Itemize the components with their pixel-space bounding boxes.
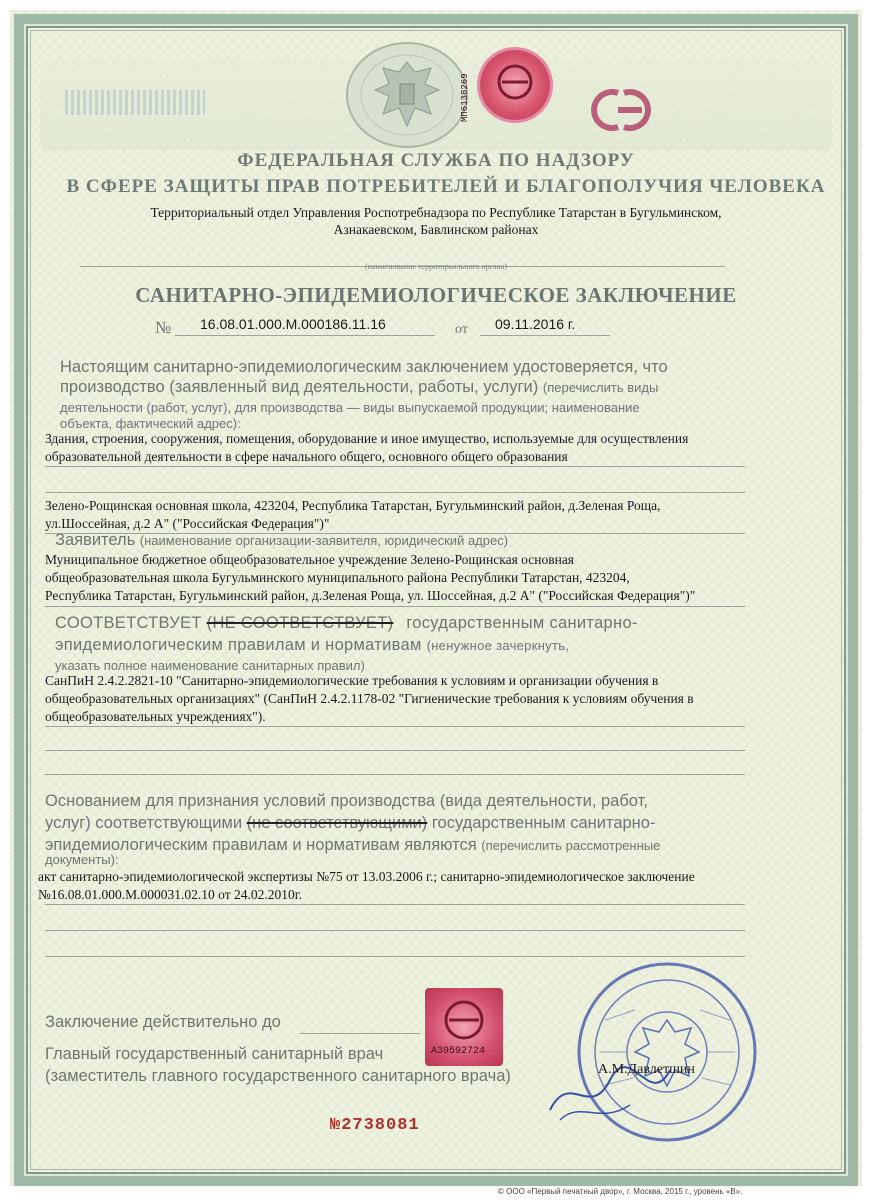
docs-underline2 <box>45 930 745 931</box>
applicant-label: Заявитель <box>55 531 136 549</box>
form-serial-number: №2738081 <box>330 1116 420 1135</box>
basis-line1: Основанием для признания условий производства (вида деятельности, работ, <box>45 792 648 810</box>
basis-line3-note: (перечислить рассмотренные <box>481 838 661 853</box>
basis-line3 <box>45 836 660 855</box>
office-name-line1: Территориальный отдел Управления Роспотребнадзора по Республике Татарстан в Бугульминском, <box>150 205 722 220</box>
number-label: № <box>155 318 172 337</box>
hologram-sticker-top <box>460 50 550 122</box>
compliance-line2-note: (ненужное зачеркнуть, <box>426 638 570 653</box>
rules-underline1 <box>45 726 745 727</box>
agency-name-line1: ФЕДЕРАЛЬНАЯ СЛУЖБА ПО НАДЗОРУ <box>237 150 635 171</box>
compliance-line2-main: эпидемиологическим правилам и нормативам <box>55 636 422 654</box>
agency-name-line2: В СФЕРЕ ЗАЩИТЫ ПРАВ ПОТРЕБИТЕЛЕЙ И БЛАГОПОЛУЧИЯ ЧЕЛОВЕКА <box>66 176 826 197</box>
address-line2: ул.Шоссейная, д.2 А" ("Российская Федерация")" <box>45 516 330 531</box>
basis-line2 <box>45 814 655 833</box>
valid-until-underline <box>300 1033 420 1034</box>
document-date: 09.11.2016 г. <box>495 316 576 332</box>
coat-of-arms-emblem <box>345 40 470 150</box>
number-underline <box>175 335 435 336</box>
intro-line4: объекта, фактический адрес): <box>60 416 241 431</box>
rules-line2: общеобразовательных организациях" (СанПиН 2.4.2.1178-02 "Гигиенические требования к условиям обучения в <box>45 691 694 706</box>
compliance-line3: указать полное наименование санитарных правил) <box>55 658 365 673</box>
rules-line1: СанПиН 2.4.2.2821-10 "Санитарно-эпидемиологические требования к условиям и организации обучения в <box>45 673 659 688</box>
office-caption: (наименование территориального органа) <box>365 262 507 271</box>
compliance-line2 <box>55 636 569 655</box>
rules-line3: общеобразовательных учреждениях"). <box>45 709 266 724</box>
official-round-stamp <box>575 960 760 1145</box>
date-label: от <box>455 322 468 337</box>
object-line2: образовательной деятельности в сфере начального общего, основного общего образования <box>45 449 568 464</box>
conformity-logo-icon <box>588 85 658 135</box>
hologram-sticker-bottom <box>425 988 503 1066</box>
applicant-heading <box>55 531 508 550</box>
intro-line2-main: производство (заявленный вид деятельности, работы, услуги) <box>60 378 539 396</box>
basis-line3-main: эпидемиологическим правилам и нормативам являются <box>45 836 477 854</box>
compliance-line1 <box>55 614 638 633</box>
basis-line2-main: услуг) соответствующими <box>45 814 243 832</box>
hologram-top-code: МП6138269 <box>460 73 470 122</box>
intro-line1: Настоящим санитарно-эпидемиологическим заключением удостоверяется, что <box>60 358 668 376</box>
applicant-line1: Муниципальное бюджетное общеобразовательное учреждение Зелено-Рощинская основная <box>45 552 575 567</box>
compliance-rest: государственным санитарно- <box>406 614 638 632</box>
object-underline1 <box>45 466 745 467</box>
printer-credit: © ООО «Первый печатный двор», г. Москва, 2015 г., уровень «В». <box>498 1187 743 1196</box>
not-complies-struck: (НЕ СООТВЕТСТВУЕТ) <box>206 614 394 632</box>
address-line1: Зелено-Рощинская основная школа, 423204, Республика Татарстан, Бугульминский район, д.Зеленая Роща, <box>45 498 661 513</box>
applicant-line3: Республика Татарстан, Бугульминский район, д.Зеленая Роща, ул. Шоссейная, д.2 А" ("Российская Федерация")" <box>45 588 696 603</box>
intro-line2 <box>60 378 658 397</box>
docs-line1: акт санитарно-эпидемиологической экспертизы №75 от 13.03.2006 г.; санитарно-эпидемиологическое заключение <box>38 869 695 884</box>
applicant-line2: общеобразовательная школа Бугульминского муниципального района Республики Татарстан, 423204, <box>45 570 630 585</box>
valid-until-label: Заключение действительно до <box>45 1013 281 1031</box>
complies-word: СООТВЕТСТВУЕТ <box>55 614 202 632</box>
basis-not-comply-struck: (не соответствующими) <box>246 814 428 832</box>
chief-doctor-line2: (заместитель главного государственного санитарного врача) <box>45 1067 511 1085</box>
object-line1: Здания, строения, сооружения, помещения, оборудование и иное имущество, используемые для осуществления <box>45 431 689 446</box>
hologram-bottom-code: A39592724 <box>431 1046 486 1057</box>
docs-underline1 <box>45 904 745 905</box>
applicant-caption: (наименование организации-заявителя, юридический адрес) <box>139 533 509 548</box>
chief-doctor-line1: Главный государственный санитарный врач <box>45 1045 384 1063</box>
office-name-line2: Азнакаевском, Бавлинском районах <box>333 222 539 237</box>
rules-underline3 <box>45 774 745 775</box>
basis-line4: документы): <box>45 852 119 867</box>
intro-line3: деятельности (работ, услуг), для производства — виды выпускаемой продукции; наименование <box>60 400 640 415</box>
applicant-underline <box>45 606 745 607</box>
signer-name: А.М.Давлетшин <box>598 1062 695 1077</box>
date-underline <box>480 335 610 336</box>
document-title: САНИТАРНО-ЭПИДЕМИОЛОГИЧЕСКОЕ ЗАКЛЮЧЕНИЕ <box>135 283 737 307</box>
docs-underline3 <box>45 956 745 957</box>
microtext-pattern <box>65 90 205 115</box>
intro-line2-note: (перечислить виды <box>542 380 659 395</box>
object-underline2 <box>45 492 745 493</box>
rules-underline2 <box>45 750 745 751</box>
document-number: 16.08.01.000.М.000186.11.16 <box>200 316 386 332</box>
docs-line2: №16.08.01.000.М.000031.02.10 от 24.02.2010г. <box>38 887 303 902</box>
basis-line2-rest: государственным санитарно- <box>431 814 656 832</box>
